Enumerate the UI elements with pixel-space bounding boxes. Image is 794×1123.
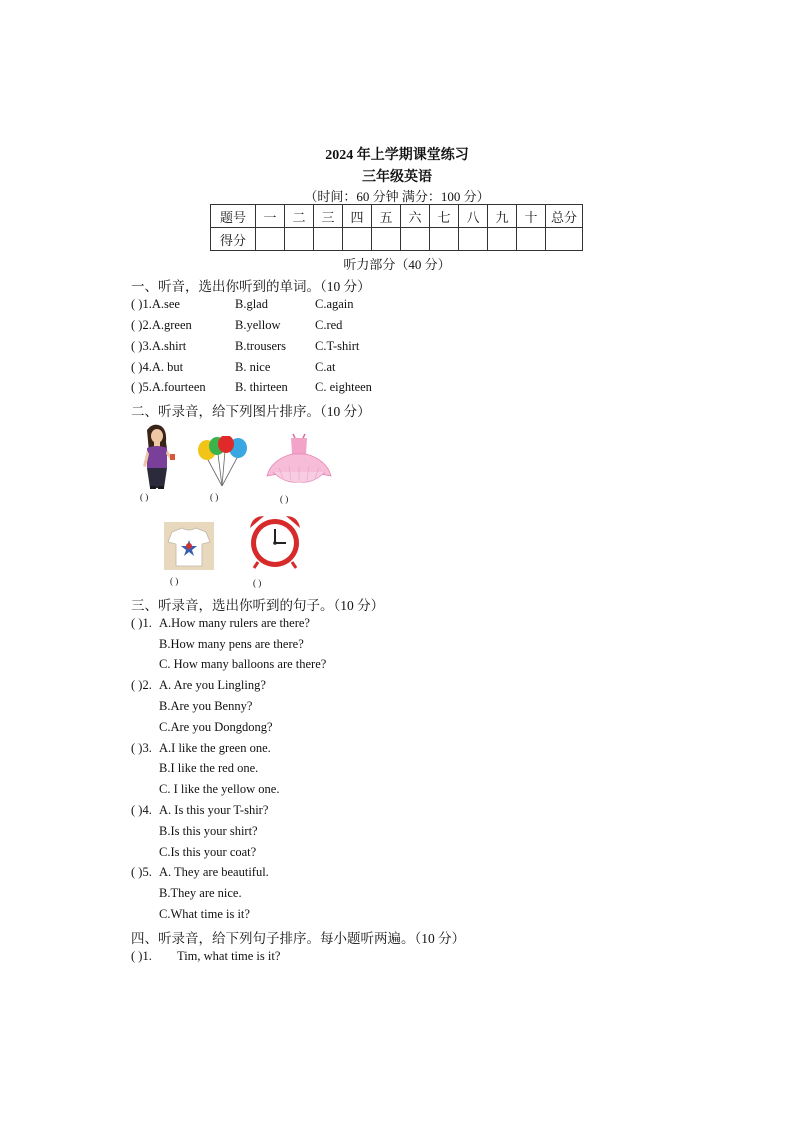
s3-q3-option-c: C. I like the yellow one. <box>159 782 280 796</box>
score-cell[interactable] <box>546 228 583 251</box>
table-cell: 五 <box>372 205 401 228</box>
s1-q2-a: ( )2.A.green <box>131 318 192 332</box>
table-cell: 总分 <box>546 205 583 228</box>
table-cell: 九 <box>488 205 517 228</box>
score-cell[interactable] <box>430 228 459 251</box>
s1-q2-c: C.red <box>315 318 343 332</box>
score-cell[interactable] <box>256 228 285 251</box>
table-cell: 题号 <box>211 205 256 228</box>
s3-q2-option-c: C.Are you Dongdong? <box>159 720 273 734</box>
balloons-picture <box>196 436 250 490</box>
s3-q1-option-b: B.How many pens are there? <box>159 637 304 651</box>
score-table-header-row <box>211 205 583 228</box>
time-info: （时间：60 分钟 满分：100 分） <box>304 189 490 204</box>
s1-q5-b: B. thirteen <box>235 380 288 394</box>
s3-q4-option-a: A. Is this your T-shir? <box>159 803 269 817</box>
s1-q1-c: C.again <box>315 297 354 311</box>
s3-q4-option-b: B.Is this your shirt? <box>159 824 258 838</box>
s3-q1-option-a: A.How many rulers are there? <box>159 616 310 630</box>
section4-title: 四、听录音，给下列句子排序。每小题听两遍。（10 分） <box>131 931 466 946</box>
table-cell: 八 <box>459 205 488 228</box>
s3-q4-number: ( )4. <box>131 803 152 817</box>
s3-q5-option-b: B.They are nice. <box>159 886 242 900</box>
score-cell[interactable] <box>314 228 343 251</box>
s1-q4-b: B. nice <box>235 360 271 374</box>
s3-q5-option-c: C.What time is it? <box>159 907 250 921</box>
score-cell[interactable] <box>343 228 372 251</box>
s3-q2-number: ( )2. <box>131 678 152 692</box>
s3-q5-option-a: A. They are beautiful. <box>159 865 269 879</box>
pink-dress-picture <box>265 432 333 490</box>
table-cell: 得分 <box>211 228 256 251</box>
score-cell[interactable] <box>372 228 401 251</box>
score-cell[interactable] <box>401 228 430 251</box>
s4-q1-number: ( )1. <box>131 949 152 963</box>
s3-q4-option-c: C.Is this your coat? <box>159 845 257 859</box>
score-cell[interactable] <box>459 228 488 251</box>
page-subtitle: 三年级英语 <box>362 170 432 185</box>
picture-blank[interactable]: ( ) <box>210 492 219 502</box>
table-cell: 十 <box>517 205 546 228</box>
section3-title: 三、听录音，选出你听到的句子。（10 分） <box>131 598 385 613</box>
score-cell[interactable] <box>488 228 517 251</box>
table-cell: 四 <box>343 205 372 228</box>
s3-q2-option-a: A. Are you Lingling? <box>159 678 266 692</box>
table-cell: 六 <box>401 205 430 228</box>
s1-q3-b: B.trousers <box>235 339 287 353</box>
s1-q5-c: C. eighteen <box>315 380 372 394</box>
score-cell[interactable] <box>285 228 314 251</box>
picture-blank[interactable]: ( ) <box>253 578 262 588</box>
woman-with-cup-picture <box>133 422 181 490</box>
s3-q1-number: ( )1. <box>131 616 152 630</box>
score-cell[interactable] <box>517 228 546 251</box>
alarm-clock-picture <box>244 512 306 570</box>
listening-title: 听力部分（40 分） <box>343 257 451 272</box>
section2-title: 二、听录音，给下列图片排序。（10 分） <box>131 404 371 419</box>
s4-q1-text: Tim, what time is it? <box>177 949 281 963</box>
score-table-score-row <box>211 228 583 251</box>
s3-q5-number: ( )5. <box>131 865 152 879</box>
picture-blank[interactable]: ( ) <box>170 576 179 586</box>
s1-q1-a: ( )1.A.see <box>131 297 180 311</box>
section1-title: 一、听音，选出你听到的单词。（10 分） <box>131 279 371 294</box>
s1-q4-a: ( )4.A. but <box>131 360 184 374</box>
page-title: 2024 年上学期课堂练习 <box>325 148 469 163</box>
table-cell: 三 <box>314 205 343 228</box>
score-table <box>210 204 583 251</box>
s3-q3-option-b: B.I like the red one. <box>159 761 259 775</box>
s3-q3-number: ( )3. <box>131 741 152 755</box>
s1-q3-a: ( )3.A.shirt <box>131 339 187 353</box>
s3-q2-option-b: B.Are you Benny? <box>159 699 253 713</box>
s3-q1-option-c: C. How many balloons are there? <box>159 657 327 671</box>
t-shirt-picture <box>164 522 214 570</box>
s1-q4-c: C.at <box>315 360 336 374</box>
s1-q1-b: B.glad <box>235 297 268 311</box>
s1-q2-b: B.yellow <box>235 318 281 332</box>
table-cell: 七 <box>430 205 459 228</box>
table-cell: 二 <box>285 205 314 228</box>
picture-blank[interactable]: ( ) <box>280 494 289 504</box>
s1-q3-c: C.T-shirt <box>315 339 360 353</box>
table-cell: 一 <box>256 205 285 228</box>
s1-q5-a: ( )5.A.fourteen <box>131 380 206 394</box>
picture-blank[interactable]: ( ) <box>140 492 149 502</box>
s3-q3-option-a: A.I like the green one. <box>159 741 271 755</box>
